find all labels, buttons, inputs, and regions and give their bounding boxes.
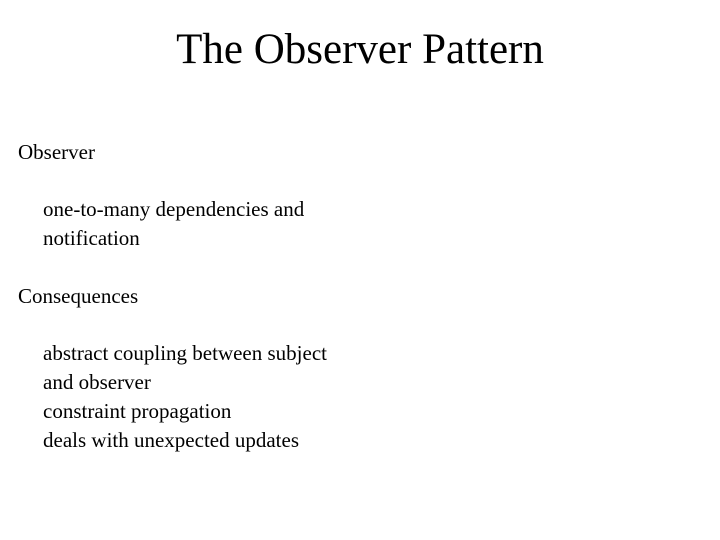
section-heading-consequences: Consequences xyxy=(18,284,139,308)
consequence-line: deals with unexpected updates xyxy=(43,428,299,452)
consequences-details xyxy=(43,339,327,455)
consequence-line: and observer xyxy=(43,370,151,394)
slide-title: The Observer Pattern xyxy=(176,26,544,73)
consequence-line: constraint propagation xyxy=(43,399,232,423)
observer-line: one-to-many dependencies and xyxy=(43,197,305,221)
consequence-line: abstract coupling between subject xyxy=(43,341,327,365)
observer-line: notification xyxy=(43,226,140,250)
section-heading-observer: Observer xyxy=(18,140,95,164)
observer-details xyxy=(43,195,304,253)
